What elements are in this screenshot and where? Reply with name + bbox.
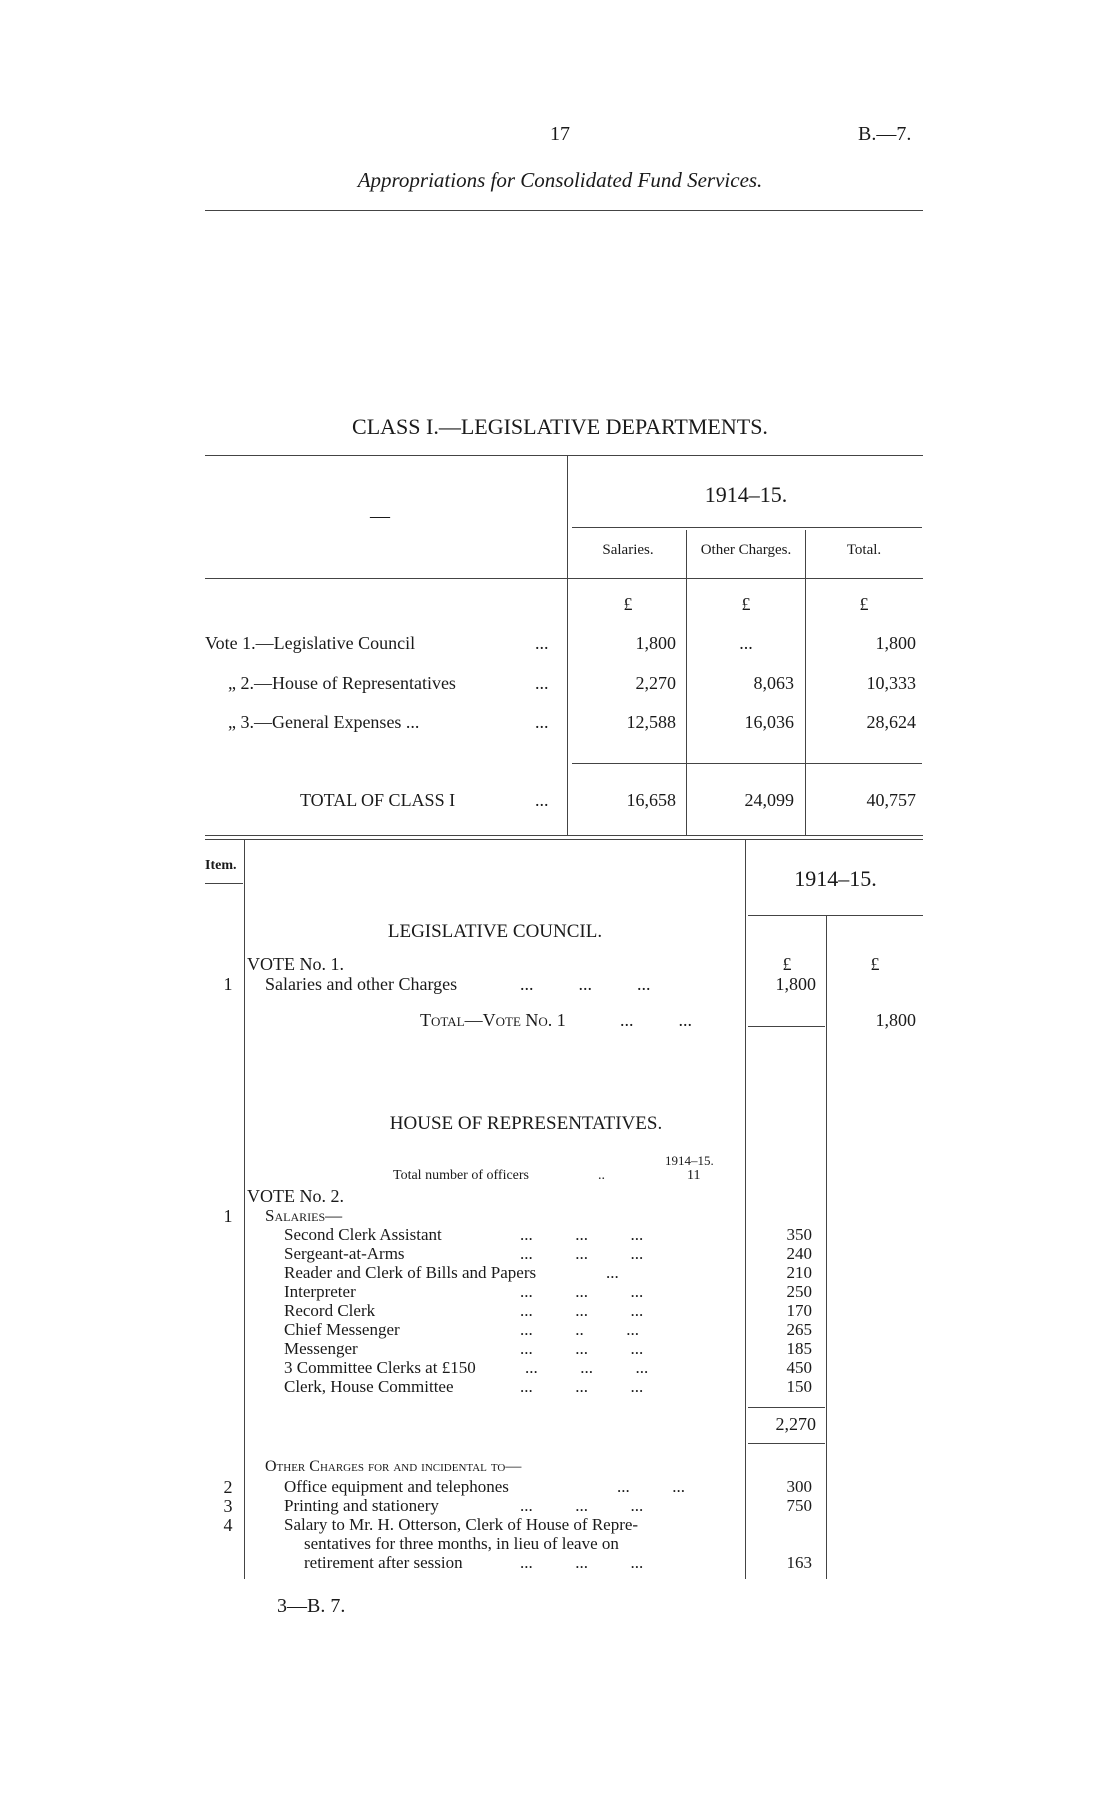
list-item-value: 250	[786, 1282, 812, 1301]
list-item-value: 210	[786, 1263, 812, 1282]
summary-row-dots: ...	[535, 712, 549, 732]
summary-row-other: 8,063	[753, 673, 794, 693]
officers-label: Total number of officers	[393, 1168, 529, 1183]
item-value: 1,800	[775, 974, 816, 994]
summary-top-rule	[205, 455, 923, 456]
currency-salaries: £	[623, 594, 633, 614]
summary-row-dots: ...	[535, 633, 549, 653]
vote-total-value: 1,800	[875, 1010, 916, 1030]
summary-bottom-rule-double	[205, 839, 923, 840]
summary-row-salaries: 12,588	[626, 712, 676, 732]
list-item-label: Messenger	[284, 1339, 358, 1358]
detail-currency-1: £	[782, 954, 792, 974]
list-item-label: Interpreter	[284, 1282, 356, 1301]
currency-other: £	[741, 594, 751, 614]
summary-col-total: Total.	[846, 542, 882, 558]
list-item-value: 450	[786, 1358, 812, 1377]
summary-col-salaries: Salaries.	[602, 542, 654, 558]
list-item-dots: ... ... ...	[520, 1244, 644, 1263]
header-rule	[205, 210, 923, 211]
summary-row-label: Vote 1.—Legislative Council	[205, 633, 416, 653]
list-item-label-line: sentatives for three months, in lieu of leave on	[304, 1534, 619, 1553]
list-item-dots: ... ... ...	[520, 1377, 644, 1396]
list-item-label: Reader and Clerk of Bills and Papers	[284, 1263, 537, 1282]
summary-row-label: „ 3.—General Expenses ...	[228, 712, 420, 732]
list-item-value: 300	[786, 1477, 812, 1496]
summary-col-other: Other Charges.	[700, 542, 792, 558]
salaries-subtotal: 2,270	[775, 1414, 816, 1434]
summary-total-total: 40,757	[866, 790, 916, 810]
detail-amount-divider-1	[745, 839, 746, 1579]
list-item-label: 3 Committee Clerks at £150	[284, 1358, 476, 1377]
list-item-label: Sergeant-at-Arms	[284, 1244, 405, 1263]
list-item-dots: ... ... ...	[520, 1553, 644, 1572]
document-reference: B.—7.	[858, 123, 912, 145]
item-number: 1	[223, 1206, 233, 1226]
summary-total-dots: ...	[535, 790, 549, 810]
list-item-dots: ... ... ...	[520, 1339, 644, 1358]
item-number: 4	[223, 1515, 233, 1535]
salaries-heading: Salaries—	[265, 1206, 343, 1225]
list-item-dots: ... .. ...	[520, 1320, 639, 1339]
summary-row-other: ...	[739, 633, 753, 653]
section-title: HOUSE OF REPRESENTATIVES.	[389, 1113, 663, 1134]
list-item-label-line: retirement after session	[304, 1553, 463, 1572]
list-item-dots: ... ... ...	[520, 1301, 644, 1320]
list-item-label-line: Salary to Mr. H. Otterson, Clerk of House of Repre-	[284, 1515, 639, 1534]
class-title: CLASS I.—LEGISLATIVE DEPARTMENTS.	[352, 414, 768, 439]
item-column-header: Item.	[205, 858, 237, 873]
summary-year-rule	[572, 527, 922, 528]
summary-year: 1914–15.	[704, 482, 788, 507]
item-number: 3	[223, 1496, 233, 1516]
list-item-label: Chief Messenger	[284, 1320, 400, 1339]
vote-total-dots: ... ...	[620, 1010, 692, 1030]
list-item-label: Office equipment and telephones	[284, 1477, 509, 1496]
vote-heading: VOTE No. 2.	[247, 1186, 344, 1206]
officers-dots: ..	[598, 1168, 605, 1183]
detail-year-rule	[748, 915, 923, 916]
detail-item-divider	[244, 839, 245, 1579]
list-item-value: 150	[786, 1377, 812, 1396]
summary-col-divider-1	[686, 530, 687, 835]
list-item-dots: ... ...	[617, 1477, 685, 1496]
list-item-dots: ... ... ...	[520, 1496, 644, 1515]
list-item-label: Printing and stationery	[284, 1496, 439, 1515]
vote-heading: VOTE No. 1.	[247, 954, 344, 974]
list-item-value: 350	[786, 1225, 812, 1244]
list-item-dots: ... ... ...	[525, 1358, 649, 1377]
summary-row-other: 16,036	[744, 712, 794, 732]
page-number: 17	[550, 123, 570, 145]
summary-header-rule	[205, 578, 923, 579]
summary-total-salaries: 16,658	[626, 790, 676, 810]
salaries-subtotal-rule-bottom	[748, 1443, 825, 1444]
section-title: LEGISLATIVE COUNCIL.	[387, 921, 603, 942]
list-item-value: 265	[786, 1320, 812, 1339]
vote-total-label: Total—Vote No. 1	[420, 1010, 566, 1030]
list-item-label: Clerk, House Committee	[284, 1377, 454, 1396]
summary-row-total: 28,624	[866, 712, 916, 732]
summary-row-total: 1,800	[875, 633, 916, 653]
list-item-value: 163	[786, 1553, 812, 1572]
item-number: 2	[223, 1477, 233, 1497]
list-item-dots: ... ... ...	[520, 1282, 644, 1301]
summary-row-salaries: 2,270	[635, 673, 676, 693]
page-subtitle: Appropriations for Consolidated Fund Services.	[357, 168, 763, 192]
item-label: Salaries and other Charges	[265, 974, 458, 994]
list-item-value: 240	[786, 1244, 812, 1263]
page-footer-signature: 3—B. 7.	[277, 1595, 346, 1617]
summary-label-divider	[567, 455, 568, 835]
list-item-dots: ...	[606, 1263, 619, 1282]
officers-count: 11	[687, 1168, 701, 1183]
detail-currency-2: £	[870, 954, 880, 974]
summary-total-label: TOTAL OF CLASS I	[300, 790, 456, 810]
list-item-label: Record Clerk	[284, 1301, 376, 1320]
currency-total: £	[859, 594, 869, 614]
officers-year: 1914–15.	[665, 1153, 714, 1168]
summary-bottom-rule	[205, 835, 923, 836]
salaries-subtotal-rule	[748, 1407, 825, 1408]
summary-total-rule	[572, 763, 922, 764]
summary-total-other: 24,099	[744, 790, 794, 810]
detail-amount-divider-2	[826, 915, 827, 1579]
list-item-value: 170	[786, 1301, 812, 1320]
summary-row-label: „ 2.—House of Representatives	[228, 673, 456, 693]
detail-year: 1914–15.	[794, 866, 877, 891]
item-dots: ... ... ...	[520, 974, 651, 994]
list-item-label: Second Clerk Assistant	[284, 1225, 442, 1244]
list-item-value: 185	[786, 1339, 812, 1358]
summary-row-dots: ...	[535, 673, 549, 693]
vote-total-rule	[748, 1026, 825, 1027]
list-item-dots: ... ... ...	[520, 1225, 644, 1244]
item-number: 1	[223, 974, 233, 994]
list-item-value: 750	[786, 1496, 812, 1515]
summary-row-salaries: 1,800	[635, 633, 676, 653]
summary-dash: —	[370, 505, 390, 527]
item-header-rule	[205, 883, 243, 884]
summary-row-total: 10,333	[866, 673, 916, 693]
other-charges-heading: Other Charges for and incidental to—	[265, 1458, 522, 1475]
